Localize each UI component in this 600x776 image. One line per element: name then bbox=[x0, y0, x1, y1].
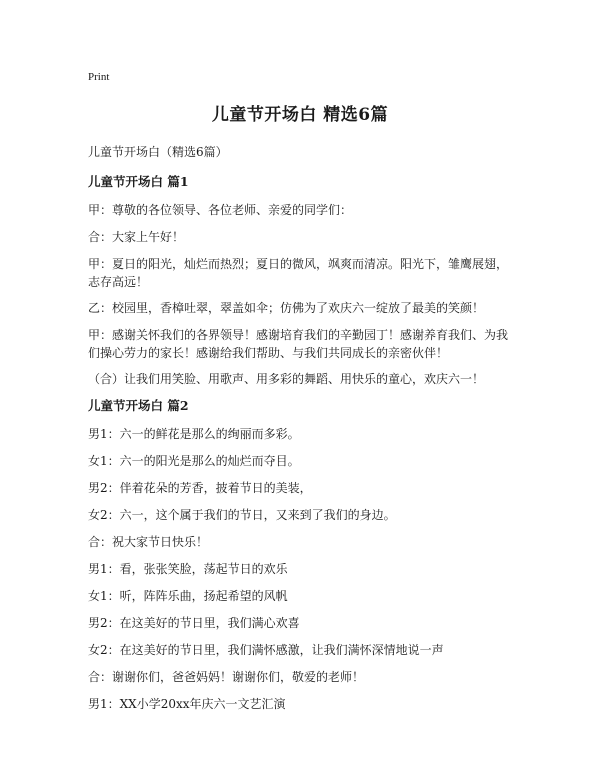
paragraph: 男1：六一的鲜花是那么的绚丽而多彩。 bbox=[88, 427, 300, 441]
section-2 bbox=[88, 398, 512, 714]
paragraph: 甲：尊敬的各位领导、各位老师、亲爱的同学们： bbox=[88, 203, 353, 217]
section-1 bbox=[88, 174, 512, 389]
paragraph: 男1：看，张张笑脸，荡起节日的欢乐 bbox=[88, 562, 288, 576]
paragraph: 女1：听，阵阵乐曲，扬起希望的风帆 bbox=[88, 589, 288, 603]
paragraph: 合：谢谢你们，爸爸妈妈！谢谢你们，敬爱的老师！ bbox=[88, 670, 365, 684]
paragraph: 女2：六一，这个属于我们的节日，又来到了我们的身边。 bbox=[88, 508, 396, 522]
document-title: 儿童节开场白 精选6篇 bbox=[211, 105, 389, 125]
section-heading: 儿童节开场白 篇1 bbox=[88, 174, 189, 189]
paragraph: 合：大家上午好！ bbox=[88, 230, 185, 244]
paragraph: 甲：感谢关怀我们的各界领导！感谢培育我们的辛勤园丁！感谢养育我们、为我们操心劳力的家长！感谢给我们帮助、与我们共同成长的亲密伙伴！ bbox=[88, 328, 509, 360]
document-subtitle: 儿童节开场白（精选6篇） bbox=[88, 145, 228, 159]
section-heading: 儿童节开场白 篇2 bbox=[88, 398, 189, 413]
paragraph: 男1：XX小学20xx年庆六一文艺汇演 bbox=[88, 697, 286, 711]
paragraph: 男2：在这美好的节日里，我们满心欢喜 bbox=[88, 616, 300, 630]
paragraph: 男2：伴着花朵的芳香，披着节日的美装， bbox=[88, 481, 312, 495]
print-label: Print bbox=[88, 71, 110, 83]
paragraph: 甲：夏日的阳光，灿烂而热烈；夏日的微风，飒爽而清凉。阳光下，雏鹰展翅，志存高远！ bbox=[88, 257, 509, 289]
paragraph: 女2：在这美好的节日里，我们满怀感激，让我们满怀深情地说一声 bbox=[88, 643, 444, 657]
paragraph: 女1：六一的阳光是那么的灿烂而夺目。 bbox=[88, 454, 300, 468]
paragraph: 乙：校园里，香樟吐翠，翠盖如伞；仿佛为了欢庆六一绽放了最美的笑颜！ bbox=[88, 301, 485, 315]
paragraph: （合）让我们用笑脸、用歌声、用多彩的舞蹈、用快乐的童心，欢庆六一！ bbox=[88, 372, 485, 386]
paragraph: 合：祝大家节日快乐！ bbox=[88, 535, 209, 549]
